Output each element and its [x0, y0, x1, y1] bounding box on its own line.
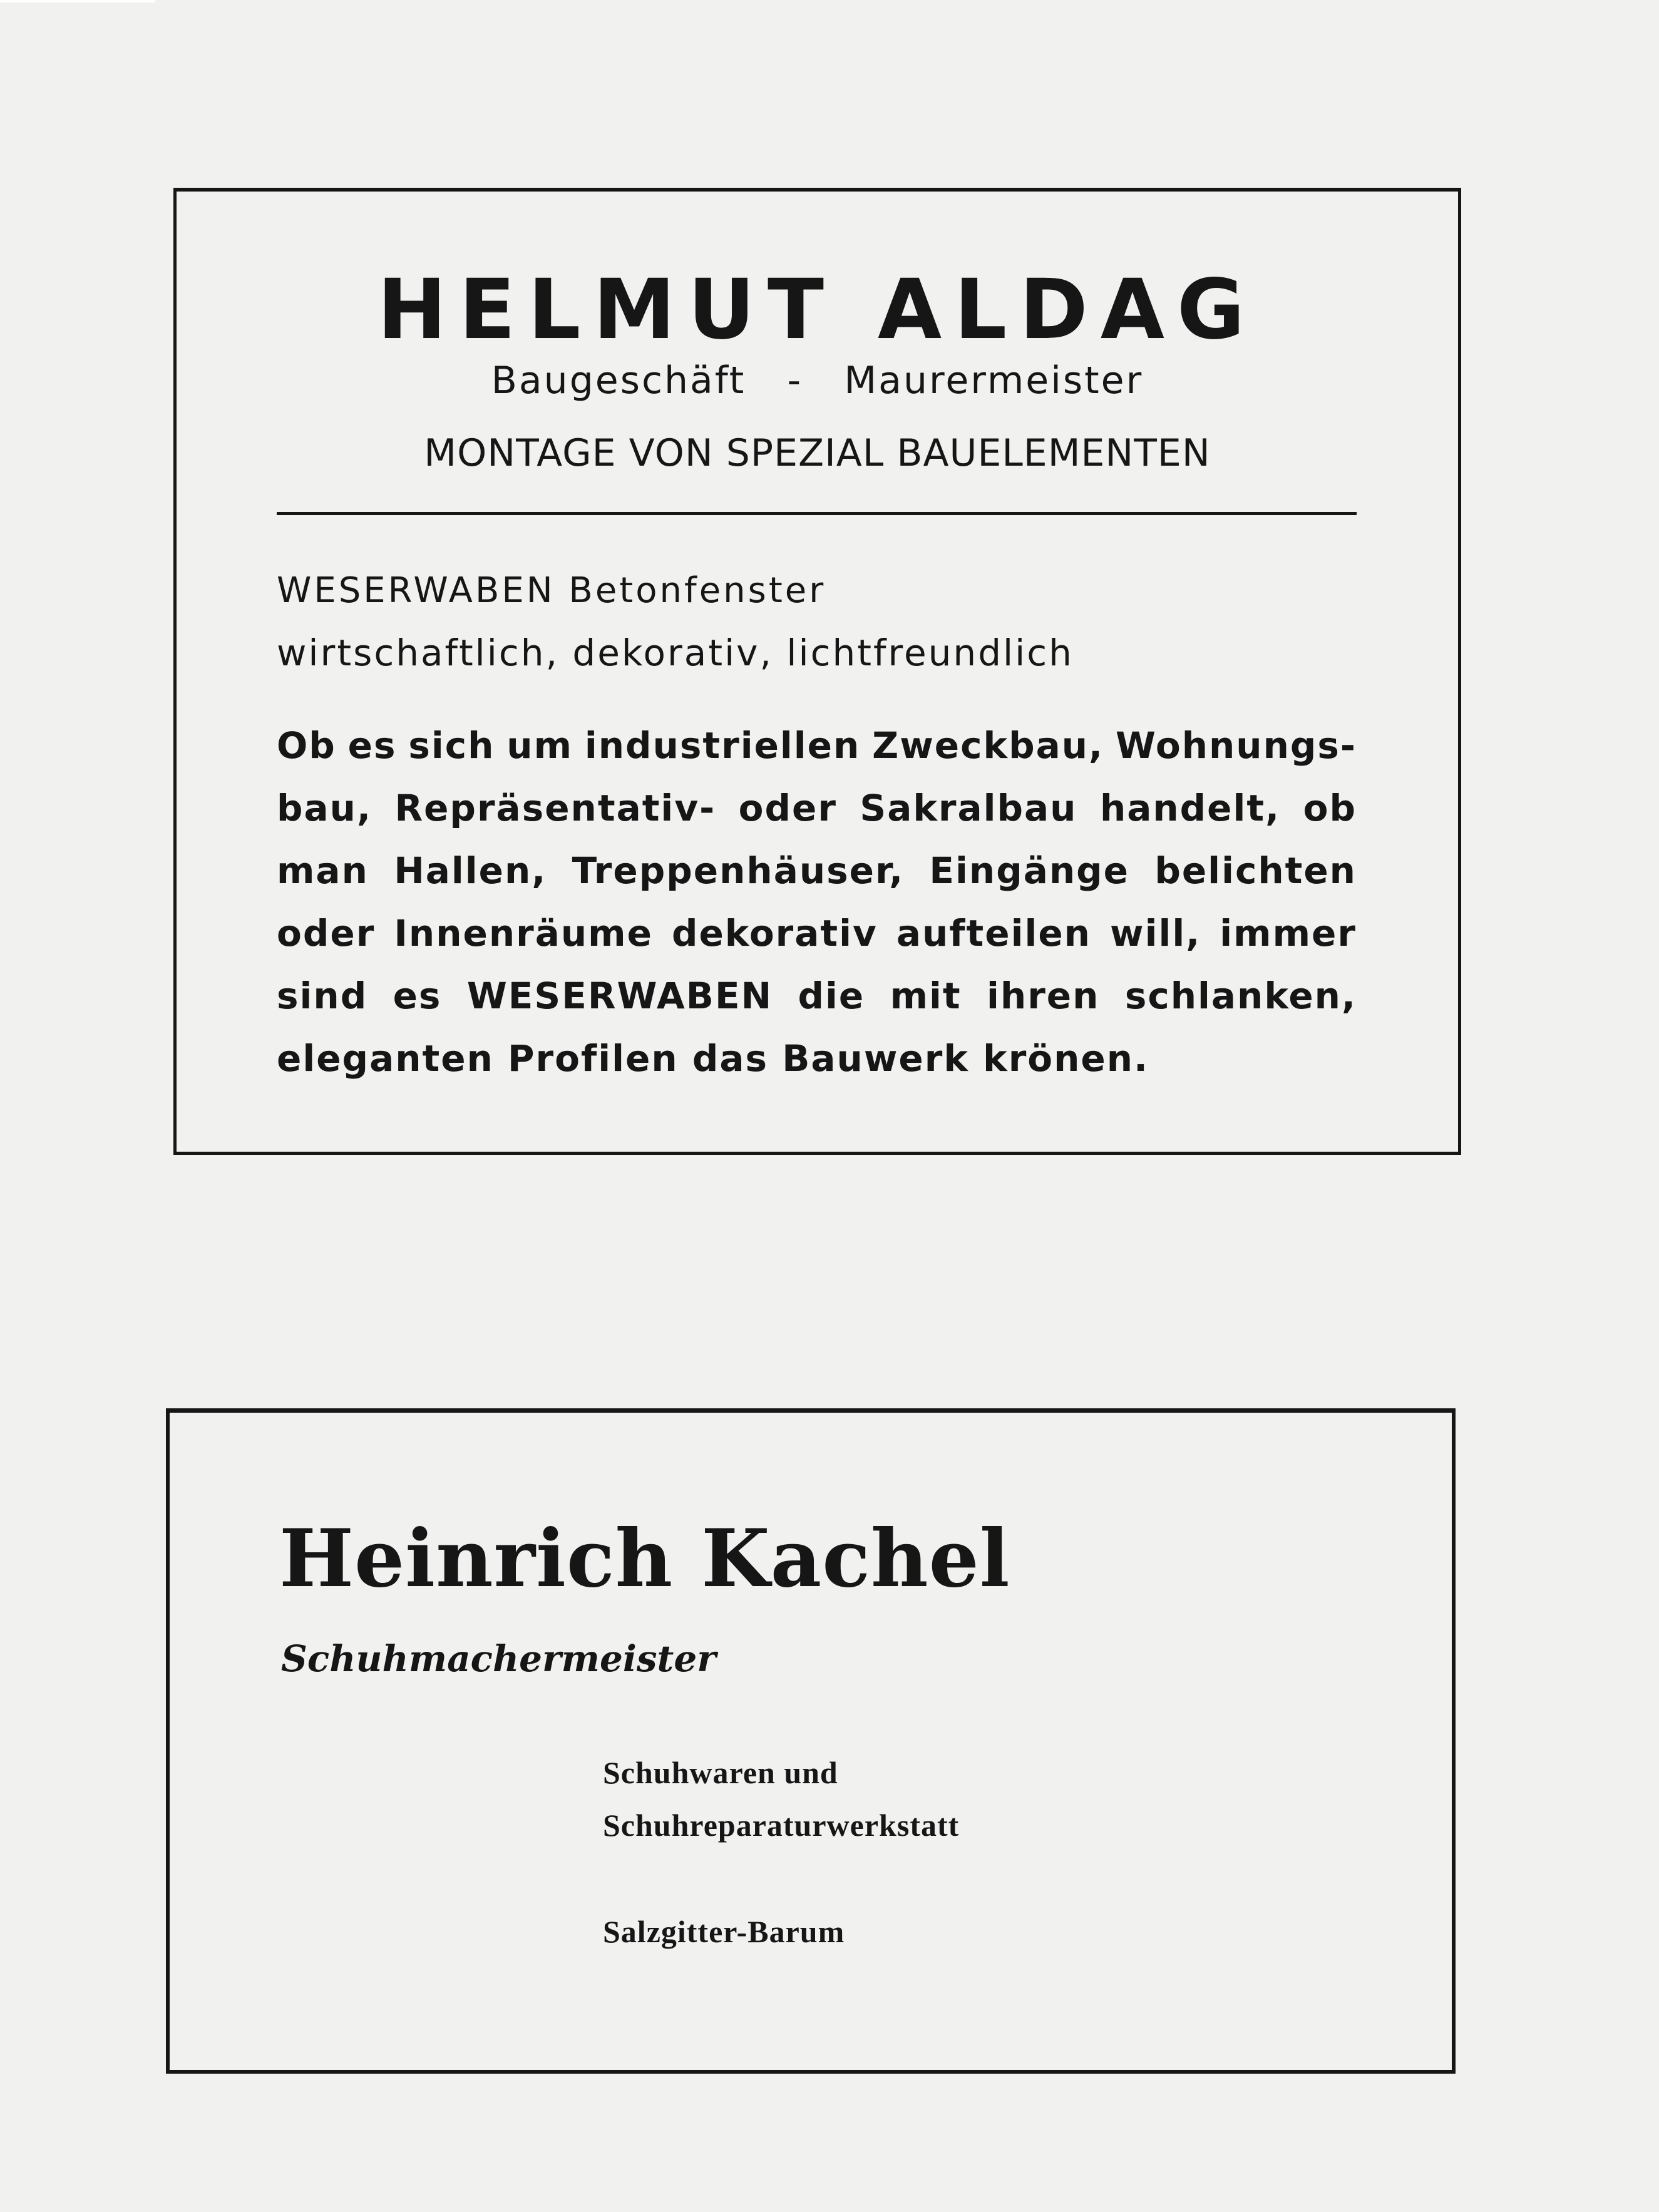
- advertisement-heinrich-kachel: [166, 1408, 1456, 2074]
- body-line: [277, 777, 1357, 839]
- body-word: Treppenhäuser,: [572, 849, 905, 892]
- body-word: die: [798, 975, 865, 1017]
- advertisement-helmut-aldag: [173, 188, 1461, 1155]
- product-qualities: wirtschaftlich, dekorativ, lichtfreundlich: [277, 632, 1074, 674]
- body-word: aufteilen: [896, 912, 1091, 955]
- body-word: um: [506, 724, 573, 767]
- body-word: dekorativ: [671, 912, 878, 955]
- body-word: WESERWABEN: [466, 975, 773, 1017]
- goods-line: Schuhwaren und: [603, 1755, 838, 1790]
- company-name: HELMUT ALDAG: [377, 262, 1258, 358]
- body-word: ob: [1303, 787, 1357, 829]
- body-word: immer: [1220, 912, 1357, 955]
- goods-line: Schuhreparaturwerkstatt: [603, 1808, 960, 1843]
- ad-body-text: [277, 714, 1357, 1090]
- body-line: [277, 714, 1357, 777]
- body-word: mit: [890, 975, 962, 1017]
- product-name: WESERWABEN Betonfenster: [277, 570, 826, 611]
- body-word: ihren: [987, 975, 1100, 1017]
- body-word: oder: [277, 912, 376, 955]
- body-word: man: [277, 849, 369, 892]
- scan-edge-mark: [0, 0, 155, 3]
- company-service: MONTAGE VON SPEZIAL BAUELEMENTEN: [424, 431, 1211, 475]
- body-word: industriellen: [584, 724, 861, 767]
- body-line: eleganten Profilen das Bauwerk krönen.: [277, 1037, 1149, 1080]
- body-word: Sakralbau: [860, 787, 1077, 829]
- body-word: schlanken,: [1124, 975, 1357, 1017]
- divider-rule: [277, 512, 1357, 515]
- company-name: Heinrich Kachel: [279, 1512, 1010, 1605]
- body-word: handelt,: [1099, 787, 1281, 829]
- body-word: will,: [1109, 912, 1201, 955]
- body-word: sich: [408, 724, 495, 767]
- body-word: belichten: [1154, 849, 1357, 892]
- body-line: [277, 839, 1357, 902]
- body-word: Repräsentativ-: [394, 787, 716, 829]
- company-trade: Baugeschäft - Maurermeister: [491, 359, 1144, 402]
- body-word: es: [393, 975, 442, 1017]
- body-line: [277, 965, 1357, 1027]
- company-trade: Schuhmachermeister: [281, 1637, 716, 1680]
- body-word: Innenräume: [394, 912, 653, 955]
- body-line: [277, 902, 1357, 965]
- body-word: Wohnungs-: [1115, 724, 1357, 767]
- body-word: es: [347, 724, 397, 767]
- body-word: Eingänge: [929, 849, 1130, 892]
- company-location: Salzgitter-Barum: [603, 1914, 845, 1949]
- body-word: Zweckbau,: [872, 724, 1104, 767]
- body-word: oder: [738, 787, 837, 829]
- body-word: Hallen,: [394, 849, 547, 892]
- body-word: sind: [277, 975, 368, 1017]
- body-word: Ob: [277, 724, 336, 767]
- body-word: bau,: [277, 787, 372, 829]
